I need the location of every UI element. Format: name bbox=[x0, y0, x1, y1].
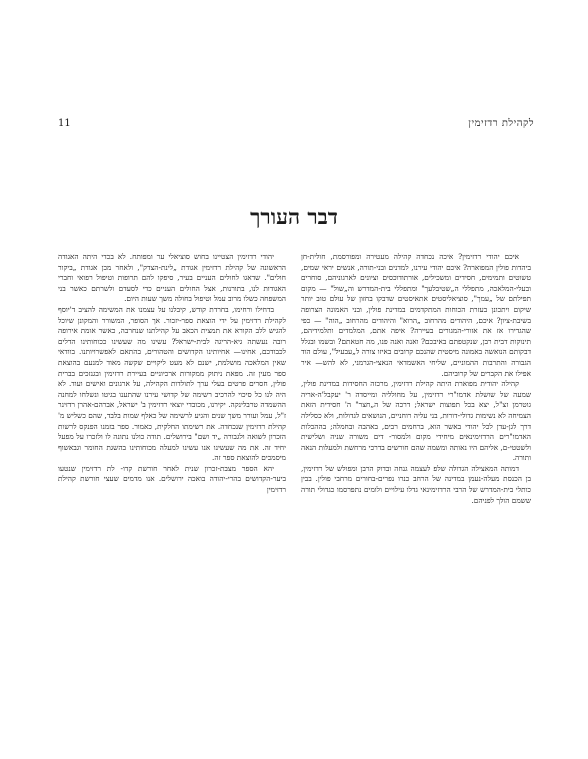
running-head: לקהילת רדזימין bbox=[468, 118, 534, 129]
article-title: דבר העורך bbox=[250, 204, 338, 229]
paragraph: דמותה המאצילה הגדולה שלפ לעצמה גנחה ובדוק הרבן ומפולש של רדזימין, בן הכנסת מעלה-נעמן במדינה של הרחב כנרו נפרים-בחורים מרחבי פולין. בבין כותלי בית-המדרש של הרבי הרדזימינאי גדלו עילויים ולומים נתפרסמו כגדולי תורה ששמם הולך לפניהם. bbox=[301, 463, 531, 505]
paragraph: יהא הספר מצבת-זכרון שנית לאחר חורשת קדו- לת רדזימין שנטעו ביער-הקדושים בהרי-יהודה בואכה ירושלים. אנו מדמים שעצי חורשת קהילת רדזימין bbox=[58, 463, 286, 495]
paragraph: קהילה יהודית מפוארת היתה קהילת רדזימין, מרכזה החסידות במדינת פולין, שמעה של שושלת אדמו"רי רדזימין, על מחולליה ומייסדה ר' יעקבל'ה-אריה גוטרמן זצ"ל, יצא בכל תפוצות ישראל; דרכה של ה„חצר" ה' חסידית הזאת הצמיחה לא נשימות גדולי-דורות, בני עליה רוחניים, הנושאים לגדולות, ולא כסלילה דרך לגן-עדן לכל יהודי באשר הוא, ברחמים רבים, באהבה ובחמלה; בההכלות האדמו"רים הרדזימינאים מיחידי מקום ולמסור- דים משורה שניה ושלישית ולשטטי-ם, אליהם היו נאותה ומשמה שהם חורשים בדרכי מרחשת ולמעלות הנאה ותורה. bbox=[301, 379, 531, 463]
text-column-right bbox=[301, 252, 531, 506]
page-number: 11 bbox=[58, 118, 71, 129]
page-header bbox=[58, 118, 534, 132]
paragraph: יהודי רדזימין הצטיינו בחוש סוציאלי ער ומפותח. לא בכדי היתה האגודה הראשונה של קהילת רדזימין אגודת „לינת-הצדק", ולאחר מכן אגודת „ביקור חולים". שדאגו לחולים העניים בעיר, סיפקו להם תרופות וטיפול רפואי וחברי האגודות לנו, בתורנות, אצל החולים העניים כדי לסעדם ולשרתם כאשר בני המשפחה כשלו מרוב עמל וטיפול בחולה משך שעות היום. bbox=[58, 252, 286, 304]
paragraph: בדחילו ורחימו, בחרדת קודש, קיבלנו על עצמנו את המשימה להציב ד'יוסף לקהילת רדזימין על ידי הוצאת ספר-יזכור. אך הסופר, המשורר והמקונן שיוכל להגיש ללב הקורא את תמצית הכאב על קהילתנו שנחרבה, כאשר אומת אירופה רובה נעשתה גיא-הריגה לבית-ישראל? עשינו מה שעשינו ככוחותינו הדלים לכבודכם, אחינו— אחיותינו הקדושים והטהורים, בהתאם לאפשרויותנו. בוודאי שאין המלאכה מושלמת, ישנם לא מעט ליקויים שקשה מאוד למנעם בהוצאת ספר מעין זה. מפאת ניתוק ממקורות ארכיוניים בעיירת רדזימין ובגנזכים בברית פולין, חסרים פרטים בעלי ערך לתולדות הקהילה, על ארגונים ואישים ועוד. לא היה לנו כל סיכוי להרכיב רשימה של קדושי עירנו שהתענו בגיטו ונשלחו למחנה ההשמדה טרבלינקה. יקירנו, מכובדי יוצאי רדזימין ב' ישראל, אברהם-אהרן רדזינר ז"ל, עמל ועורר משך שנים והגיע לרשימה של כאלף שמות בלבד, שהם כשליש מ' קהילת רדזימין שנכחדה. את רשימתו החלקית, כאמור. ספר בזמנו הפנקס לרשות הזכרון לשואה ולגבורה „יד ושם" בירושלים. תודה כולנו נתונה לו ולזכרו על מפעל יחיד זה. את מה שעשינו אנו עשינו למעלה מכוחותינו בהשגת החומר וגבאשוף מיסמכים להוצאת ספר זה. bbox=[58, 304, 286, 463]
paragraph: איכם יהודי רדזימין? איכה נכחדה קהילה מעטירה ומפורסמת, חולית-חן ביהדות פולין המפוארה? איכם יהודי עירנו, למדנים ובני-תורה, אנשים יראי שמים, טשוטים ותמימים, חסידים ומשכילים, אורתודוכסים וציונים לארגוניהם, סוחרים ובעלי-המלאכה, מתפללי ה„שטיבלעך" ומתפללי בית-המדרש וה„שול" — מקום תפילתם של „עמך", סוציאליסטים אתאיסטים שדבקו בחזון של עולם טוב יותר שיקום ויתכונן בעזרת הכוחות המתקדמים במדינת פולין, ובני האמונה הצרופה בשיבת-ציון? איכם, היהודים מהרחוב „הרוא" והיהודים מהרחוב „הוה" — כפי שהגדירו אז את אזורי-המגורים בעיירה? איפה אתם, המלמדים ותלמידיהם, תינוקות דבית רבן, שנקטפתם באיבכם? ואנה ואנה פנו, מה חטאתם? ובשמו ובגלל דבקותם הנואשה באמונה מיסטית שהנכם קרובים באיזו צורה ל„עבעיל", עולם הוד הגבורה והתרבות ההמוניים, שליחי האשמדאי הנאצי-הגרמני, לא להש— איר אפילו את הקברים של קרוביהם. bbox=[301, 252, 531, 378]
text-column-left bbox=[58, 252, 286, 496]
